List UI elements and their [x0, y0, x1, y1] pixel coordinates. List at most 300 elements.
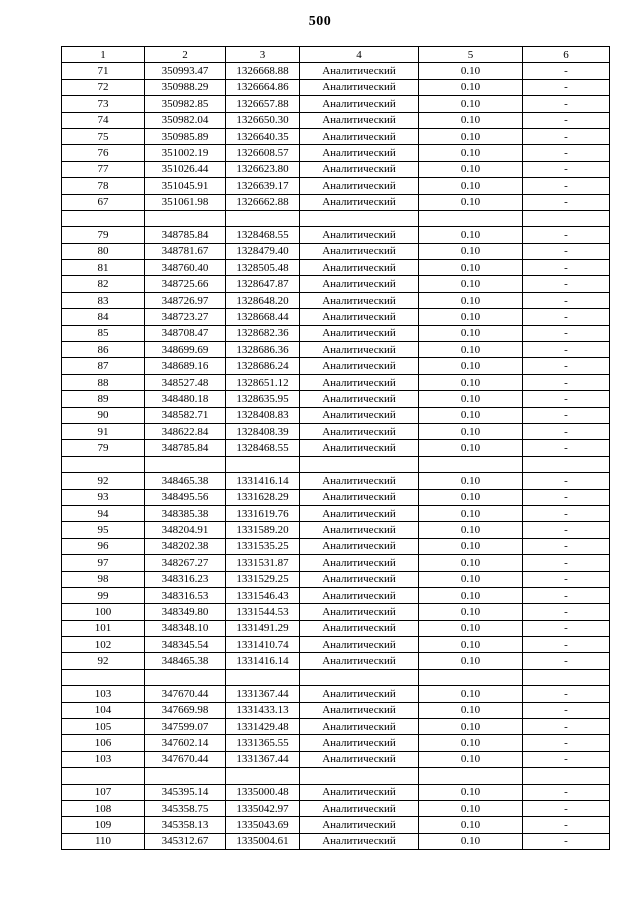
note-cell: -: [523, 391, 610, 407]
column-header: 1: [62, 47, 145, 63]
note-cell: -: [523, 637, 610, 653]
table-row: [62, 702, 610, 718]
method-cell: Аналитический: [300, 637, 419, 653]
accuracy-cell: 0.10: [419, 112, 523, 128]
column-header: 5: [419, 47, 523, 63]
note-cell: -: [523, 604, 610, 620]
note-cell: -: [523, 538, 610, 554]
x-coordinate-cell: 348345.54: [145, 637, 226, 653]
method-cell: Аналитический: [300, 161, 419, 177]
accuracy-cell: 0.10: [419, 309, 523, 325]
point-number-cell: 77: [62, 161, 145, 177]
point-number-cell: 94: [62, 505, 145, 521]
method-cell: Аналитический: [300, 522, 419, 538]
table-row: [62, 112, 610, 128]
y-coordinate-cell: 1331546.43: [226, 587, 300, 603]
note-cell: -: [523, 555, 610, 571]
y-coordinate-cell: 1331529.25: [226, 571, 300, 587]
table-row: [62, 522, 610, 538]
blank-row: [62, 456, 610, 472]
table-row: [62, 505, 610, 521]
x-coordinate-cell: 345395.14: [145, 784, 226, 800]
note-cell: -: [523, 423, 610, 439]
x-coordinate-cell: 348723.27: [145, 309, 226, 325]
x-coordinate-cell: 348785.84: [145, 440, 226, 456]
accuracy-cell: 0.10: [419, 620, 523, 636]
x-coordinate-cell: 348348.10: [145, 620, 226, 636]
accuracy-cell: 0.10: [419, 719, 523, 735]
method-cell: Аналитический: [300, 309, 419, 325]
x-coordinate-cell: 348689.16: [145, 358, 226, 374]
table-row: [62, 358, 610, 374]
table-row: [62, 538, 610, 554]
accuracy-cell: 0.10: [419, 538, 523, 554]
table-row: [62, 719, 610, 735]
point-number-cell: 92: [62, 653, 145, 669]
y-coordinate-cell: 1331416.14: [226, 473, 300, 489]
point-number-cell: 95: [62, 522, 145, 538]
accuracy-cell: [419, 210, 523, 226]
y-coordinate-cell: 1331544.53: [226, 604, 300, 620]
table-row: [62, 817, 610, 833]
method-cell: [300, 456, 419, 472]
table-row: [62, 440, 610, 456]
method-cell: Аналитический: [300, 112, 419, 128]
point-number-cell: 99: [62, 587, 145, 603]
table-row: [62, 620, 610, 636]
table-row: [62, 325, 610, 341]
y-coordinate-cell: [226, 768, 300, 784]
note-cell: -: [523, 178, 610, 194]
method-cell: Аналитический: [300, 325, 419, 341]
method-cell: Аналитический: [300, 227, 419, 243]
table-row: [62, 587, 610, 603]
point-number-cell: 79: [62, 227, 145, 243]
x-coordinate-cell: 345358.75: [145, 800, 226, 816]
table-row: [62, 178, 610, 194]
accuracy-cell: 0.10: [419, 653, 523, 669]
point-number-cell: 105: [62, 719, 145, 735]
note-cell: -: [523, 686, 610, 702]
y-coordinate-cell: 1328505.48: [226, 260, 300, 276]
point-number-cell: 82: [62, 276, 145, 292]
y-coordinate-cell: 1331410.74: [226, 637, 300, 653]
y-coordinate-cell: 1326657.88: [226, 96, 300, 112]
point-number-cell: 71: [62, 63, 145, 79]
method-cell: Аналитический: [300, 358, 419, 374]
y-coordinate-cell: 1331367.44: [226, 751, 300, 767]
table-row: [62, 260, 610, 276]
note-cell: [523, 669, 610, 685]
accuracy-cell: 0.10: [419, 260, 523, 276]
y-coordinate-cell: 1335042.97: [226, 800, 300, 816]
table-row: [62, 555, 610, 571]
table-row: [62, 145, 610, 161]
accuracy-cell: 0.10: [419, 325, 523, 341]
note-cell: [523, 456, 610, 472]
x-coordinate-cell: [145, 768, 226, 784]
y-coordinate-cell: 1335000.48: [226, 784, 300, 800]
point-number-cell: [62, 768, 145, 784]
point-number-cell: 88: [62, 374, 145, 390]
table-row: [62, 686, 610, 702]
table-row: [62, 96, 610, 112]
y-coordinate-cell: 1331535.25: [226, 538, 300, 554]
accuracy-cell: 0.10: [419, 292, 523, 308]
method-cell: Аналитический: [300, 653, 419, 669]
note-cell: -: [523, 325, 610, 341]
point-number-cell: 87: [62, 358, 145, 374]
point-number-cell: 83: [62, 292, 145, 308]
point-number-cell: 106: [62, 735, 145, 751]
accuracy-cell: 0.10: [419, 194, 523, 210]
x-coordinate-cell: [145, 456, 226, 472]
y-coordinate-cell: 1335004.61: [226, 833, 300, 849]
y-coordinate-cell: 1328648.20: [226, 292, 300, 308]
note-cell: -: [523, 96, 610, 112]
method-cell: Аналитический: [300, 702, 419, 718]
accuracy-cell: 0.10: [419, 440, 523, 456]
y-coordinate-cell: 1331429.48: [226, 719, 300, 735]
y-coordinate-cell: 1328647.87: [226, 276, 300, 292]
accuracy-cell: 0.10: [419, 571, 523, 587]
x-coordinate-cell: 348622.84: [145, 423, 226, 439]
table-header-row: [62, 47, 610, 63]
method-cell: Аналитический: [300, 96, 419, 112]
table-row: [62, 407, 610, 423]
x-coordinate-cell: 348480.18: [145, 391, 226, 407]
accuracy-cell: 0.10: [419, 178, 523, 194]
table-row: [62, 571, 610, 587]
note-cell: -: [523, 79, 610, 95]
table-row: [62, 751, 610, 767]
accuracy-cell: 0.10: [419, 637, 523, 653]
y-coordinate-cell: 1331491.29: [226, 620, 300, 636]
note-cell: -: [523, 505, 610, 521]
point-number-cell: 93: [62, 489, 145, 505]
x-coordinate-cell: 348781.67: [145, 243, 226, 259]
note-cell: -: [523, 276, 610, 292]
table-row: [62, 391, 610, 407]
note-cell: [523, 210, 610, 226]
accuracy-cell: 0.10: [419, 686, 523, 702]
y-coordinate-cell: 1326664.86: [226, 79, 300, 95]
table-row: [62, 227, 610, 243]
y-coordinate-cell: 1335043.69: [226, 817, 300, 833]
table-row: [62, 604, 610, 620]
table-row: [62, 637, 610, 653]
note-cell: -: [523, 587, 610, 603]
point-number-cell: 104: [62, 702, 145, 718]
page-number: 500: [308, 14, 332, 29]
y-coordinate-cell: 1326668.88: [226, 63, 300, 79]
point-number-cell: 81: [62, 260, 145, 276]
point-number-cell: 90: [62, 407, 145, 423]
method-cell: Аналитический: [300, 571, 419, 587]
accuracy-cell: 0.10: [419, 79, 523, 95]
y-coordinate-cell: 1326662.88: [226, 194, 300, 210]
note-cell: -: [523, 489, 610, 505]
x-coordinate-cell: 347599.07: [145, 719, 226, 735]
accuracy-cell: 0.10: [419, 735, 523, 751]
x-coordinate-cell: 348267.27: [145, 555, 226, 571]
x-coordinate-cell: 348465.38: [145, 473, 226, 489]
note-cell: -: [523, 702, 610, 718]
coordinates-table: [61, 46, 610, 850]
x-coordinate-cell: 348708.47: [145, 325, 226, 341]
method-cell: Аналитический: [300, 620, 419, 636]
note-cell: -: [523, 342, 610, 358]
method-cell: Аналитический: [300, 423, 419, 439]
note-cell: -: [523, 833, 610, 849]
x-coordinate-cell: 348316.53: [145, 587, 226, 603]
method-cell: Аналитический: [300, 587, 419, 603]
accuracy-cell: 0.10: [419, 587, 523, 603]
x-coordinate-cell: 348204.91: [145, 522, 226, 538]
y-coordinate-cell: 1328686.36: [226, 342, 300, 358]
table-row: [62, 79, 610, 95]
y-coordinate-cell: [226, 669, 300, 685]
method-cell: Аналитический: [300, 79, 419, 95]
note-cell: -: [523, 473, 610, 489]
accuracy-cell: [419, 669, 523, 685]
table-row: [62, 423, 610, 439]
method-cell: Аналитический: [300, 833, 419, 849]
accuracy-cell: 0.10: [419, 800, 523, 816]
note-cell: -: [523, 194, 610, 210]
point-number-cell: 109: [62, 817, 145, 833]
point-number-cell: 103: [62, 751, 145, 767]
method-cell: Аналитический: [300, 243, 419, 259]
method-cell: Аналитический: [300, 178, 419, 194]
column-header: 3: [226, 47, 300, 63]
note-cell: -: [523, 227, 610, 243]
point-number-cell: 101: [62, 620, 145, 636]
table-row: [62, 309, 610, 325]
note-cell: -: [523, 128, 610, 144]
y-coordinate-cell: 1328635.95: [226, 391, 300, 407]
table-row: [62, 489, 610, 505]
note-cell: -: [523, 145, 610, 161]
x-coordinate-cell: 350982.85: [145, 96, 226, 112]
note-cell: [523, 768, 610, 784]
accuracy-cell: 0.10: [419, 63, 523, 79]
y-coordinate-cell: 1328468.55: [226, 440, 300, 456]
point-number-cell: [62, 669, 145, 685]
accuracy-cell: 0.10: [419, 702, 523, 718]
x-coordinate-cell: 348726.97: [145, 292, 226, 308]
table-row: [62, 374, 610, 390]
note-cell: -: [523, 784, 610, 800]
accuracy-cell: 0.10: [419, 473, 523, 489]
method-cell: Аналитический: [300, 538, 419, 554]
table-row: [62, 653, 610, 669]
method-cell: Аналитический: [300, 342, 419, 358]
note-cell: -: [523, 407, 610, 423]
x-coordinate-cell: 348582.71: [145, 407, 226, 423]
accuracy-cell: 0.10: [419, 489, 523, 505]
point-number-cell: 79: [62, 440, 145, 456]
blank-row: [62, 210, 610, 226]
point-number-cell: 110: [62, 833, 145, 849]
point-number-cell: 73: [62, 96, 145, 112]
method-cell: Аналитический: [300, 473, 419, 489]
point-number-cell: 107: [62, 784, 145, 800]
accuracy-cell: [419, 768, 523, 784]
point-number-cell: 108: [62, 800, 145, 816]
x-coordinate-cell: 347670.44: [145, 751, 226, 767]
point-number-cell: 85: [62, 325, 145, 341]
accuracy-cell: 0.10: [419, 423, 523, 439]
x-coordinate-cell: 348760.40: [145, 260, 226, 276]
point-number-cell: 100: [62, 604, 145, 620]
method-cell: Аналитический: [300, 686, 419, 702]
accuracy-cell: 0.10: [419, 522, 523, 538]
method-cell: Аналитический: [300, 391, 419, 407]
accuracy-cell: 0.10: [419, 358, 523, 374]
note-cell: -: [523, 620, 610, 636]
note-cell: -: [523, 358, 610, 374]
x-coordinate-cell: 350993.47: [145, 63, 226, 79]
point-number-cell: [62, 456, 145, 472]
y-coordinate-cell: 1326639.17: [226, 178, 300, 194]
accuracy-cell: 0.10: [419, 555, 523, 571]
column-header: 4: [300, 47, 419, 63]
y-coordinate-cell: 1331589.20: [226, 522, 300, 538]
point-number-cell: [62, 210, 145, 226]
method-cell: Аналитический: [300, 800, 419, 816]
y-coordinate-cell: 1331416.14: [226, 653, 300, 669]
accuracy-cell: 0.10: [419, 391, 523, 407]
method-cell: [300, 768, 419, 784]
note-cell: -: [523, 374, 610, 390]
table-row: [62, 342, 610, 358]
point-number-cell: 92: [62, 473, 145, 489]
note-cell: -: [523, 735, 610, 751]
x-coordinate-cell: 347670.44: [145, 686, 226, 702]
x-coordinate-cell: 350988.29: [145, 79, 226, 95]
y-coordinate-cell: 1331619.76: [226, 505, 300, 521]
table-row: [62, 161, 610, 177]
accuracy-cell: 0.10: [419, 751, 523, 767]
method-cell: [300, 210, 419, 226]
table-row: [62, 128, 610, 144]
point-number-cell: 103: [62, 686, 145, 702]
accuracy-cell: 0.10: [419, 243, 523, 259]
method-cell: Аналитический: [300, 751, 419, 767]
accuracy-cell: 0.10: [419, 227, 523, 243]
y-coordinate-cell: 1328468.55: [226, 227, 300, 243]
method-cell: [300, 669, 419, 685]
table-row: [62, 833, 610, 849]
method-cell: Аналитический: [300, 505, 419, 521]
accuracy-cell: 0.10: [419, 96, 523, 112]
y-coordinate-cell: 1328479.40: [226, 243, 300, 259]
y-coordinate-cell: 1328651.12: [226, 374, 300, 390]
y-coordinate-cell: 1326650.30: [226, 112, 300, 128]
y-coordinate-cell: 1328408.83: [226, 407, 300, 423]
method-cell: Аналитический: [300, 260, 419, 276]
point-number-cell: 84: [62, 309, 145, 325]
x-coordinate-cell: 348699.69: [145, 342, 226, 358]
method-cell: Аналитический: [300, 276, 419, 292]
point-number-cell: 96: [62, 538, 145, 554]
note-cell: -: [523, 260, 610, 276]
note-cell: -: [523, 719, 610, 735]
table-body: [62, 47, 610, 850]
y-coordinate-cell: 1331531.87: [226, 555, 300, 571]
note-cell: -: [523, 63, 610, 79]
note-cell: -: [523, 800, 610, 816]
x-coordinate-cell: 351045.91: [145, 178, 226, 194]
y-coordinate-cell: 1331367.44: [226, 686, 300, 702]
point-number-cell: 97: [62, 555, 145, 571]
accuracy-cell: 0.10: [419, 276, 523, 292]
accuracy-cell: 0.10: [419, 784, 523, 800]
accuracy-cell: [419, 456, 523, 472]
x-coordinate-cell: 350982.04: [145, 112, 226, 128]
point-number-cell: 75: [62, 128, 145, 144]
y-coordinate-cell: 1326640.35: [226, 128, 300, 144]
x-coordinate-cell: 345358.13: [145, 817, 226, 833]
table-row: [62, 735, 610, 751]
point-number-cell: 74: [62, 112, 145, 128]
note-cell: -: [523, 292, 610, 308]
x-coordinate-cell: 347669.98: [145, 702, 226, 718]
x-coordinate-cell: 351002.19: [145, 145, 226, 161]
x-coordinate-cell: 348349.80: [145, 604, 226, 620]
y-coordinate-cell: [226, 456, 300, 472]
blank-row: [62, 669, 610, 685]
accuracy-cell: 0.10: [419, 145, 523, 161]
x-coordinate-cell: 348527.48: [145, 374, 226, 390]
method-cell: Аналитический: [300, 719, 419, 735]
point-number-cell: 102: [62, 637, 145, 653]
point-number-cell: 80: [62, 243, 145, 259]
method-cell: Аналитический: [300, 489, 419, 505]
x-coordinate-cell: 348725.66: [145, 276, 226, 292]
table-row: [62, 243, 610, 259]
accuracy-cell: 0.10: [419, 505, 523, 521]
y-coordinate-cell: 1331628.29: [226, 489, 300, 505]
accuracy-cell: 0.10: [419, 342, 523, 358]
method-cell: Аналитический: [300, 145, 419, 161]
point-number-cell: 76: [62, 145, 145, 161]
accuracy-cell: 0.10: [419, 407, 523, 423]
accuracy-cell: 0.10: [419, 833, 523, 849]
point-number-cell: 72: [62, 79, 145, 95]
table-row: [62, 784, 610, 800]
x-coordinate-cell: [145, 669, 226, 685]
blank-row: [62, 768, 610, 784]
x-coordinate-cell: 351026.44: [145, 161, 226, 177]
x-coordinate-cell: 351061.98: [145, 194, 226, 210]
x-coordinate-cell: 348385.38: [145, 505, 226, 521]
y-coordinate-cell: 1328668.44: [226, 309, 300, 325]
method-cell: Аналитический: [300, 440, 419, 456]
y-coordinate-cell: 1331365.55: [226, 735, 300, 751]
y-coordinate-cell: 1328686.24: [226, 358, 300, 374]
method-cell: Аналитический: [300, 128, 419, 144]
method-cell: Аналитический: [300, 735, 419, 751]
method-cell: Аналитический: [300, 194, 419, 210]
table-row: [62, 292, 610, 308]
x-coordinate-cell: 347602.14: [145, 735, 226, 751]
note-cell: -: [523, 309, 610, 325]
note-cell: -: [523, 243, 610, 259]
method-cell: Аналитический: [300, 292, 419, 308]
x-coordinate-cell: 345312.67: [145, 833, 226, 849]
